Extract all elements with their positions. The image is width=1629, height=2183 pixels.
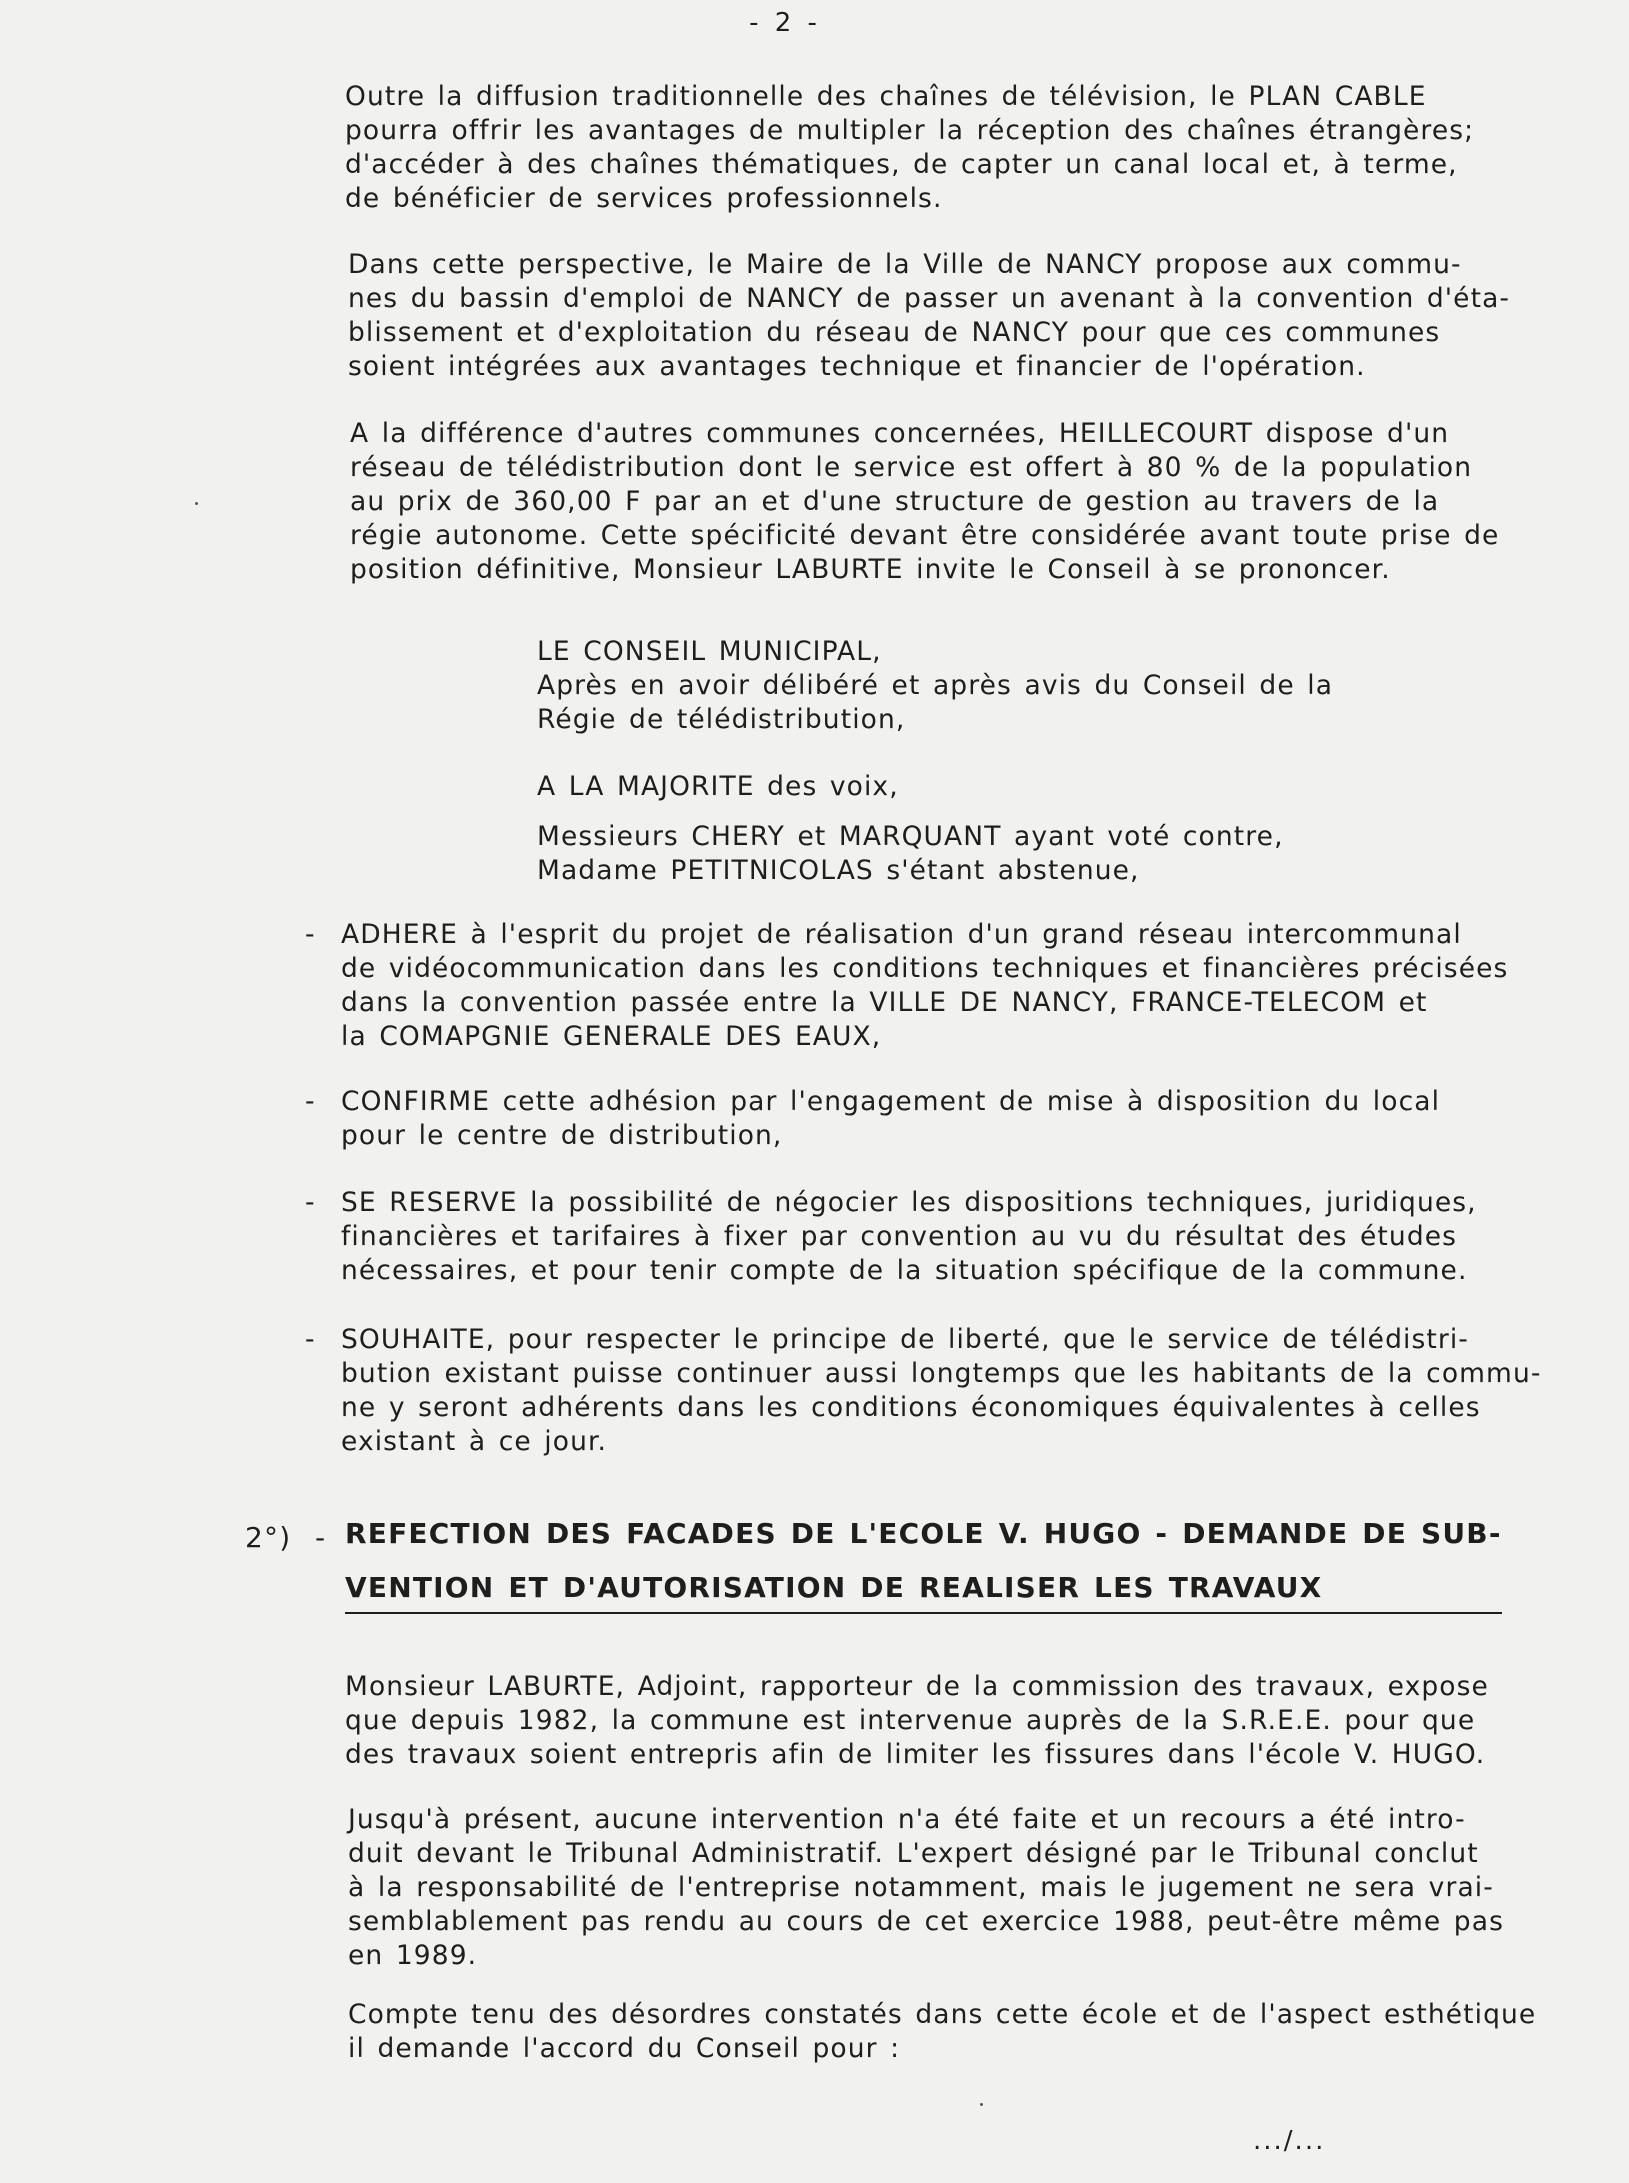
decision-line: existant à ce jour.: [341, 1426, 608, 1457]
decision-line: SE RESERVE la possibilité de négocier les dispositions techniques, juridiques,: [341, 1187, 1477, 1218]
request-line: Compte tenu des désordres constatés dans cette école et de l'aspect esthétique: [348, 1999, 1537, 2030]
vote-line: Messieurs CHERY et MARQUANT ayant voté contre,: [537, 821, 1284, 852]
decision-line: SOUHAITE, pour respecter le principe de liberté, que le service de télédistri-: [341, 1324, 1469, 1355]
majority-line: A LA MAJORITE des voix,: [537, 771, 899, 802]
bullet-dash: -: [305, 919, 316, 950]
perspective-line: blissement et d'exploitation du réseau de NANCY pour que ces communes: [348, 317, 1441, 348]
decision-souhaite: [305, 1323, 1542, 1459]
difference-line: position définitive, Monsieur LABURTE invite le Conseil à se prononcer.: [350, 554, 1391, 585]
status-line: duit devant le Tribunal Administratif. L'expert désigné par le Tribunal conclut: [348, 1838, 1479, 1869]
report-paragraph: [345, 1670, 1489, 1772]
report-line: des travaux soient entrepris afin de limiter les fissures dans l'école V. HUGO.: [345, 1739, 1486, 1770]
council-line: Régie de télédistribution,: [537, 704, 906, 735]
decision-se-reserve: [305, 1186, 1477, 1288]
difference-paragraph: [350, 417, 1499, 587]
report-line: que depuis 1982, la commune est intervenue auprès de la S.R.E.E. pour que: [345, 1705, 1476, 1736]
council-line: Après en avoir délibéré et après avis du Conseil de la: [537, 670, 1334, 701]
decision-adhere: [305, 918, 1508, 1054]
decision-confirme: [305, 1085, 1440, 1153]
decision-line: bution existant puisse continuer aussi longtemps que les habitants de la commu-: [341, 1358, 1542, 1389]
council-header: [537, 635, 1333, 737]
bullet-dash: -: [305, 1086, 316, 1117]
section-title-line: VENTION ET D'AUTORISATION DE REALISER LES TRAVAUX: [345, 1566, 1502, 1614]
decision-line: pour le centre de distribution,: [341, 1120, 783, 1151]
decision-line: de vidéocommunication dans les conditions techniques et financières précisées: [341, 953, 1509, 984]
majority-statement: [537, 770, 899, 804]
section-dash: -: [315, 1521, 327, 1554]
vote-line: Madame PETITNICOLAS s'étant abstenue,: [537, 855, 1140, 886]
decision-line: ne y seront adhérents dans les conditions économiques équivalentes à celles: [341, 1392, 1481, 1423]
decision-line: financières et tarifaires à fixer par convention au vu du résultat des études: [341, 1221, 1458, 1252]
decision-line: la COMAPGNIE GENERALE DES EAUX,: [341, 1021, 882, 1052]
request-paragraph: [348, 1998, 1536, 2066]
intro-paragraph: [345, 80, 1474, 216]
intro-line: Outre la diffusion traditionnelle des chaînes de télévision, le PLAN CABLE: [345, 81, 1427, 112]
intro-line: pourra offrir les avantages de multipler la réception des chaînes étrangères;: [345, 115, 1475, 146]
difference-line: A la différence d'autres communes concernées, HEILLECOURT dispose d'un: [350, 418, 1450, 449]
paper-speck: [980, 2103, 983, 2106]
paper-speck: [195, 502, 198, 505]
status-line: à la responsabilité de l'entreprise notamment, mais le jugement ne sera vrai-: [348, 1872, 1494, 1903]
continuation-mark: .../...: [1253, 2126, 1326, 2156]
section-title-line: REFECTION DES FACADES DE L'ECOLE V. HUGO - DEMANDE DE SUB-: [345, 1517, 1502, 1550]
decision-line: dans la convention passée entre la VILLE DE NANCY, FRANCE-TELECOM et: [341, 987, 1428, 1018]
perspective-line: nes du bassin d'emploi de NANCY de passer un avenant à la convention d'éta-: [348, 283, 1511, 314]
difference-line: réseau de télédistribution dont le service est offert à 80 % de la population: [350, 452, 1473, 483]
status-line: semblablement pas rendu au cours de cet exercice 1988, peut-être même pas: [348, 1906, 1504, 1937]
status-line: Jusqu'à présent, aucune intervention n'a été faite et un recours a été intro-: [348, 1804, 1466, 1835]
request-line: il demande l'accord du Conseil pour :: [348, 2033, 901, 2064]
bullet-dash: -: [305, 1324, 316, 1355]
decision-line: nécessaires, et pour tenir compte de la situation spécifique de la commune.: [341, 1255, 1468, 1286]
status-line: en 1989.: [348, 1940, 478, 1971]
perspective-paragraph: [348, 248, 1510, 384]
bullet-dash: -: [305, 1187, 316, 1218]
perspective-line: soient intégrées aux avantages technique et financier de l'opération.: [348, 351, 1366, 382]
intro-line: de bénéficier de services professionnels.: [345, 183, 943, 214]
difference-line: au prix de 360,00 F par an et d'une structure de gestion au travers de la: [350, 486, 1440, 517]
intro-line: d'accéder à des chaînes thématiques, de capter un canal local et, à terme,: [345, 149, 1458, 180]
difference-line: régie autonome. Cette spécificité devant être considérée avant toute prise de: [350, 520, 1500, 551]
page-number: - 2 -: [749, 8, 821, 38]
section-title: [345, 1512, 1502, 1622]
decision-line: CONFIRME cette adhésion par l'engagement de mise à disposition du local: [341, 1086, 1441, 1117]
report-line: Monsieur LABURTE, Adjoint, rapporteur de la commission des travaux, expose: [345, 1671, 1489, 1702]
perspective-line: Dans cette perspective, le Maire de la Ville de NANCY propose aux commu-: [348, 249, 1462, 280]
section-number: 2°): [245, 1521, 292, 1554]
decision-line: ADHERE à l'esprit du projet de réalisation d'un grand réseau intercommunal: [341, 919, 1462, 950]
council-line: LE CONSEIL MUNICIPAL,: [537, 636, 882, 667]
status-paragraph: [348, 1803, 1504, 1973]
vote-details: [537, 820, 1284, 888]
